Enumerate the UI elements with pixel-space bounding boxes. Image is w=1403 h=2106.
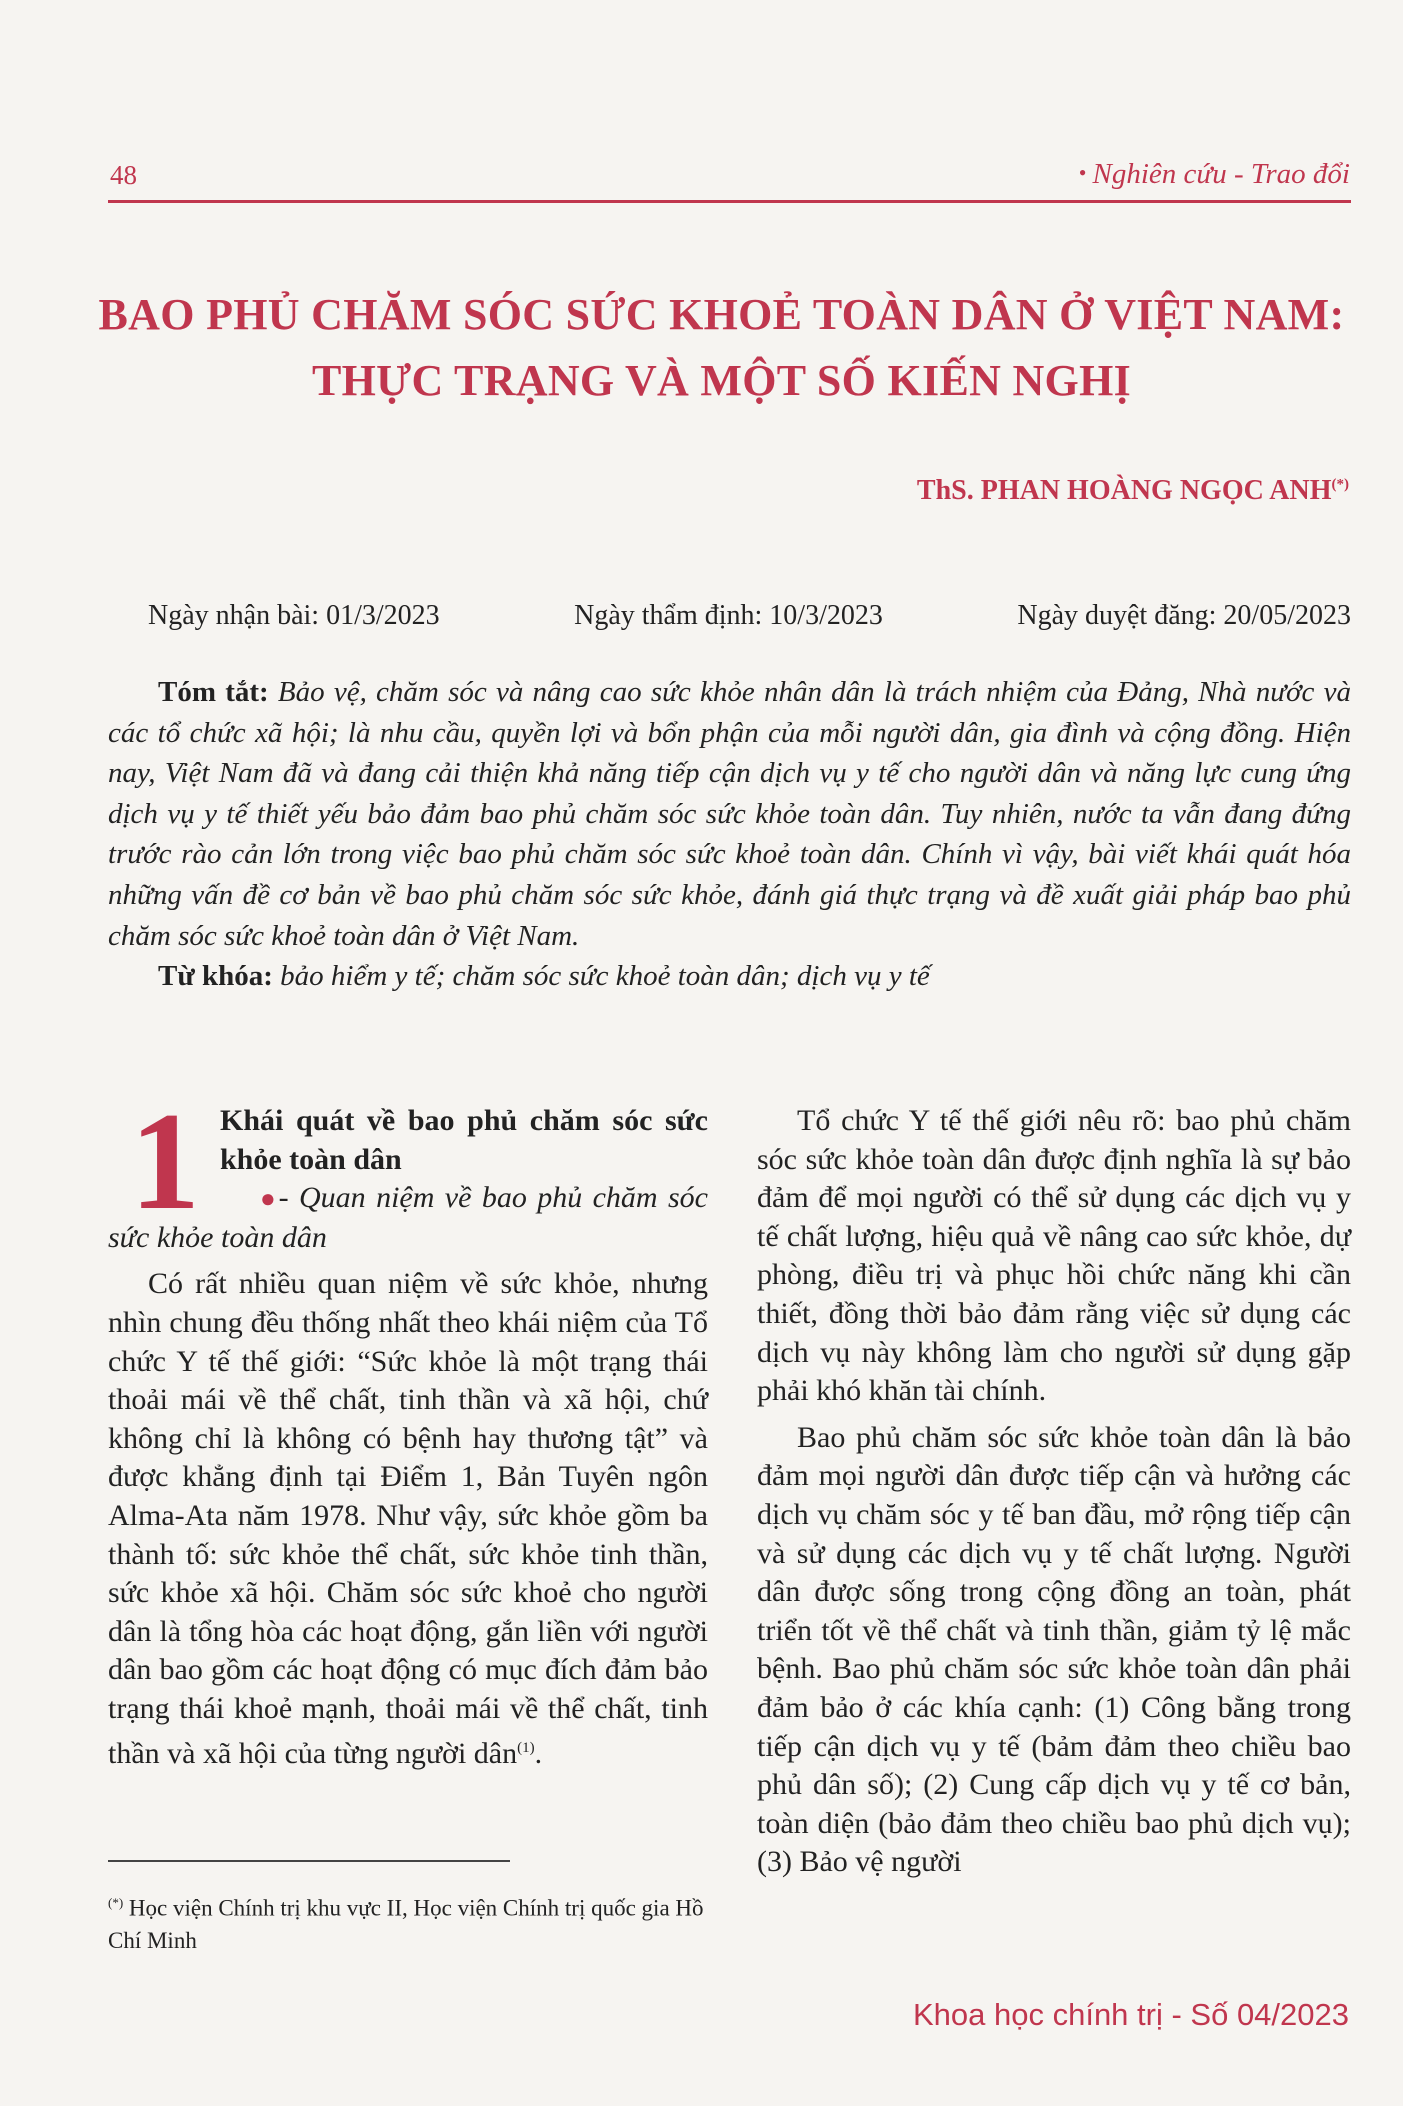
abstract-body	[108, 672, 1351, 956]
title-line-2: THỰC TRẠNG VÀ MỘT SỐ KIẾN NGHỊ	[311, 356, 1132, 405]
abstract	[108, 672, 1351, 997]
title-line-1: BAO PHỦ CHĂM SÓC SỨC KHOẺ TOÀN DÂN Ở VIỆT NAM:	[98, 290, 1345, 339]
dates-row	[148, 600, 1351, 632]
bullet-icon: •	[1078, 160, 1087, 185]
right-paragraph-2: Bao phủ chăm sóc sức khỏe toàn dân là bảo đảm mọi người dân được tiếp cận và hưởng các dịch vụ chăm sóc y tế ban đầu, mở rộng tiếp cận và sử dụng các dịch vụ y tế chất lượng. Người dân được sống trong cộng đồng an toàn, phát triển tốt về thể chất và tinh thần, giảm tỷ lệ mắc bệnh. Bao phủ chăm sóc sức khỏe toàn dân phải đảm bảo ở các khía cạnh: (1) Công bằng trong tiếp cận dịch vụ y tế (bảm đảm theo chiều bao phủ dân số); (2) Cung cấp dịch vụ y tế cơ bản, toàn diện (bảo đảm theo chiều bao phủ dịch vụ); (3) Bảo vệ người	[757, 1420, 1351, 1879]
dot-icon: ●	[260, 1184, 279, 1214]
right-paragraph-1: Tổ chức Y tế thế giới nêu rõ: bao phủ chăm sóc sức khỏe toàn dân được định nghĩa là sự bảo đảm để mọi người có thể sử dụng các dịch vụ y tế chất lượng, hiệu quả về nâng cao sức khỏe, dự phòng, điều trị và phục hồi chức năng khi cần thiết, đồng thời bảo đảm rằng việc sử dụng các dịch vụ này không làm cho người sử dụng gặp phải khó khăn tài chính.	[757, 1104, 1351, 1408]
author-name: ThS. PHAN HOÀNG NGỌC ANH	[916, 475, 1332, 506]
section-heading: Khái quát về bao phủ chăm sóc sức khỏe toàn dân	[220, 1104, 708, 1176]
dropcap: 1	[130, 1084, 200, 1239]
page-number: 48	[110, 160, 137, 190]
column-left	[108, 1084, 708, 1781]
footnote-mark: (*)	[108, 1895, 124, 1910]
left-paragraph: Có rất nhiều quan niệm về sức khỏe, nhưng nhìn chung đều thống nhất theo khái niệm của Tổ chức Y tế thế giới: “Sức khỏe là một trạng thái thoải mái về thể chất, tinh thần và xã hội, chứ không chỉ là không có bệnh hay thương tật” và được khẳng định tại Điểm 1, Bản Tuyên ngôn Alma-Ata năm 1978. Như vậy, sức khỏe gồm ba thành tố: sức khỏe thể chất, sức khỏe tinh thần, sức khỏe xã hội. Chăm sóc sức khoẻ cho người dân là tổng hòa các hoạt động, gắn liền với người dân bao gồm các hoạt động có mục đích đảm bảo trạng thái khoẻ mạnh, thoải mái về thể chất, tinh thần và xã hội của từng người dân$^{(1)}$.	[108, 1267, 708, 1770]
section-label: Nghiên cứu - Trao đổi	[1092, 158, 1350, 190]
date-received: Ngày nhận bài: 01/3/2023	[148, 600, 440, 631]
column-right	[757, 1102, 1351, 1890]
date-reviewed: Ngày thẩm định: 10/3/2023	[574, 600, 883, 631]
section-tag	[1079, 158, 1350, 191]
note-ref: (1)	[517, 1739, 535, 1756]
footnote-text: Học viện Chính trị khu vực II, Học viện Chính trị quốc gia Hồ Chí Minh	[108, 1895, 704, 1953]
footnote	[108, 1887, 713, 1957]
keywords	[108, 956, 1351, 997]
header-rule	[108, 200, 1351, 203]
article-title	[60, 282, 1383, 414]
author	[917, 475, 1349, 507]
author-mark: (*)	[1331, 476, 1349, 493]
abstract-label: Tóm tắt:	[158, 676, 269, 708]
date-approved: Ngày duyệt đăng: 20/05/2023	[1017, 600, 1351, 631]
journal-footer: Khoa học chính trị - Số 04/2023	[912, 1997, 1349, 2032]
subheading: ●- Quan niệm về bao phủ chăm sóc sức khỏe toàn dân	[108, 1181, 708, 1254]
keywords-label: Từ khóa:	[158, 960, 273, 993]
abstract-text: Bảo vệ, chăm sóc và nâng cao sức khỏe nhân dân là trách nhiệm của Đảng, Nhà nước và các tổ chức xã hội; là nhu cầu, quyền lợi và bổn phận của mỗi người dân, gia đình và cộng đồng. Hiện nay, Việt Nam đã và đang cải thiện khả năng tiếp cận dịch vụ y tế cho người dân và năng lực cung ứng dịch vụ y tế thiết yếu bảo đảm bao phủ chăm sóc sức khỏe toàn dân. Tuy nhiên, nước ta vẫn đang đứng trước rào cản lớn trong việc bao phủ chăm sóc sức khoẻ toàn dân. Chính vì vậy, bài viết khái quát hóa những vấn đề cơ bản về bao phủ chăm sóc sức khỏe, đánh giá thực trạng và đề xuất giải pháp bao phủ chăm sóc sức khoẻ toàn dân ở Việt Nam.	[108, 676, 1351, 952]
keywords-text: bảo hiểm y tế; chăm sóc sức khoẻ toàn dân; dịch vụ y tế	[280, 960, 930, 993]
footnote-rule	[108, 1860, 510, 1862]
